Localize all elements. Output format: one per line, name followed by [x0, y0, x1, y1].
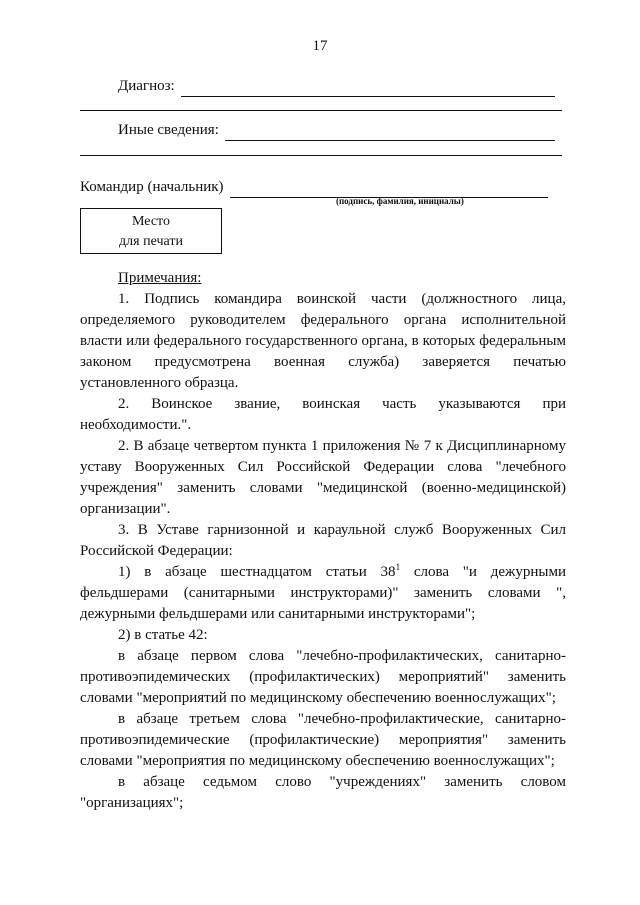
note-paragraph-1: 1. Подпись командира воинской части (должностного лица, определяемого руководителем федерального органа исполнительной власти или федерального государственного органа, в которых федеральным законом предусмотрена военная служба) заверяется печатью установленного образца.: [80, 291, 566, 391]
amendment-item-2b: в абзаце третьем слова "лечебно-профилактические, санитарно-противоэпидемические (профилактические) мероприятия" заменить словами "мероприятия по медицинскому обеспечению военнослужащих";: [80, 711, 566, 769]
amendment-item-2c: в абзаце седьмом слово "учреждениях" заменить словом "организациях";: [80, 774, 566, 811]
diagnosis-line: [181, 81, 555, 97]
amendment-item-2: 2) в статье 42:: [118, 627, 208, 643]
diagnosis-continuation-line: [80, 110, 562, 111]
commander-field-row: [80, 177, 548, 198]
amendment-paragraph-2: 2. В абзаце четвертом пункта 1 приложения № 7 к Дисциплинарному уставу Вооруженных Сил Российской Федерации слова "лечебного учреждения" заменить словами "медицинской (военно-медицинской) организации".: [80, 438, 566, 517]
other-info-line: [225, 125, 555, 141]
signature-caption: (подпись, фамилия, инициалы): [336, 196, 464, 206]
other-info-field-row: [118, 120, 555, 141]
diagnosis-field-row: [118, 76, 555, 97]
amendment-item-1: 1) в абзаце шестнадцатом статьи $38^1$ слова "и дежурными фельдшерами (санитарными инструкторами)" заменить словами ", дежурными фельдшерами или санитарными инструкторами";: [80, 562, 566, 622]
other-info-continuation-line: [80, 155, 562, 156]
amendment-paragraph-3: 3. В Уставе гарнизонной и караульной служб Вооруженных Сил Российской Федерации:: [80, 522, 566, 559]
stamp-box: [80, 208, 222, 254]
stamp-label-line1: Место: [132, 214, 170, 229]
note-paragraph-2: 2. Воинское звание, воинская часть указываются при необходимости.".: [80, 396, 566, 433]
notes-section: [80, 268, 566, 814]
commander-label: Командир (начальник): [80, 179, 224, 195]
footnote-superscript: 1: [395, 562, 401, 572]
diagnosis-label: Диагноз:: [118, 78, 175, 94]
stamp-label-line2: для печати: [119, 234, 183, 249]
other-info-label: Иные сведения:: [118, 122, 219, 138]
page-number: 17: [312, 38, 328, 54]
amendment-item-2a: в абзаце первом слова "лечебно-профилактических, санитарно-противоэпидемических (профилактических) мероприятий" заменить словами "мероприятий по медицинскому обеспечению военнослужащих";: [80, 648, 566, 706]
notes-title: Примечания:: [118, 270, 202, 286]
